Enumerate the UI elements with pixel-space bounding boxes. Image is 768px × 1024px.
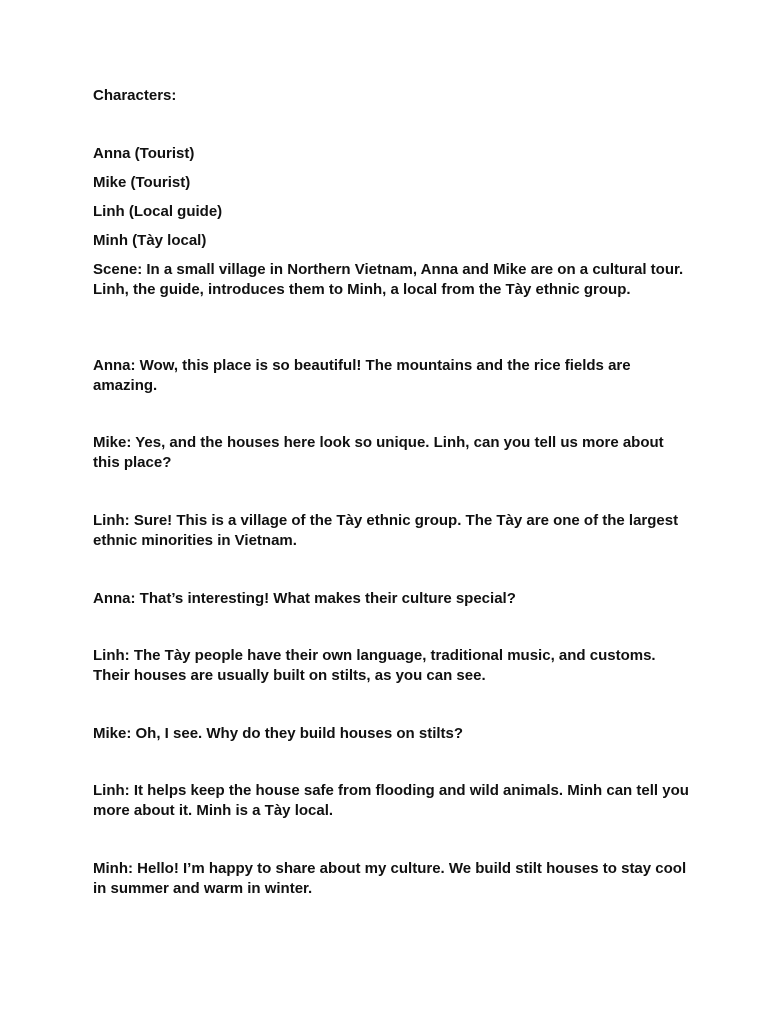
dialogue-line: Mike: Oh, I see. Why do they build houses on stilts? [93, 725, 464, 742]
dialogue-line: Anna: That’s interesting! What makes their culture special? [93, 590, 516, 607]
dialogue-line: Anna: Wow, this place is so beautiful! The mountains and the rice fields are amazing. [93, 357, 631, 394]
dialogue-line: Linh: The Tày people have their own language, traditional music, and customs. Their houses are usually built on stilts, as you can see. [93, 647, 656, 684]
dialogue-line: Linh: It helps keep the house safe from flooding and wild animals. Minh can tell you more about it. Minh is a Tày local. [93, 782, 689, 819]
dialogue-line: Minh: Hello! I’m happy to share about my culture. We build stilt houses to stay cool in summer and warm in winter. [93, 860, 687, 897]
scene-description: Scene: In a small village in Northern Vietnam, Anna and Mike are on a cultural tour. Linh, the guide, introduces them to Minh, a local from the Tày ethnic group. [93, 261, 684, 298]
dialogue-line: Linh: Sure! This is a village of the Tày ethnic group. The Tày are one of the largest ethnic minorities in Vietnam. [93, 512, 679, 549]
character-minh: Minh (Tày local) [93, 232, 207, 249]
dialogue-line: Mike: Yes, and the houses here look so unique. Linh, can you tell us more about this place? [93, 434, 664, 471]
character-linh: Linh (Local guide) [93, 203, 223, 220]
character-anna: Anna (Tourist) [93, 145, 195, 162]
characters-heading: Characters: [93, 87, 177, 104]
character-mike: Mike (Tourist) [93, 174, 191, 191]
